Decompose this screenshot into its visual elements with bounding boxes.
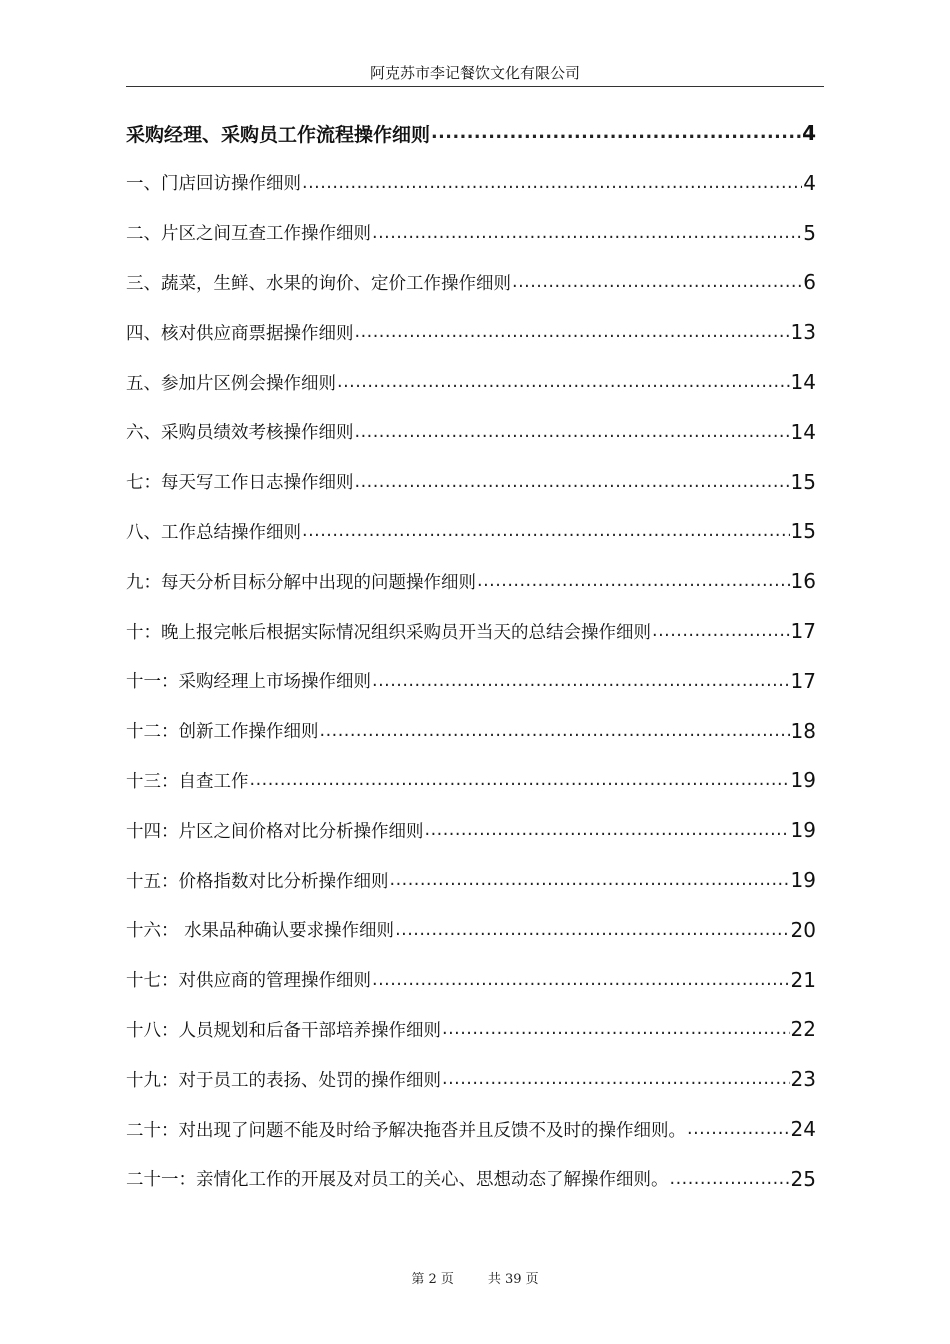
- toc-entry-page-number: 23: [790, 1067, 816, 1092]
- toc-entry-title: 七：每天写工作日志操作细则: [126, 473, 354, 494]
- toc-entry[interactable]: [126, 865, 816, 895]
- toc-entry-page-number: 6: [803, 270, 816, 295]
- toc-dot-leader: [395, 920, 789, 940]
- header-divider: [126, 86, 824, 87]
- toc-entry[interactable]: [126, 417, 816, 447]
- toc-dot-leader: [670, 1169, 790, 1189]
- toc-entry-title: 三、蔬菜，生鲜、水果的询价、定价工作操作细则: [126, 273, 511, 294]
- toc-dot-leader: [302, 521, 790, 541]
- toc-entry-title: 十四：片区之间价格对比分析操作细则: [126, 821, 424, 842]
- toc-entry-page-number: 4: [803, 170, 816, 195]
- toc-entry-title: 十一：采购经理上市场操作细则: [126, 672, 371, 693]
- page-number-total: 共 39 页: [487, 1272, 539, 1287]
- toc-entry-title: 十：晚上报完帐后根据实际情况组织采购员开当天的总结会操作细则: [126, 622, 651, 643]
- toc-entry[interactable]: [126, 1064, 816, 1094]
- toc-entry[interactable]: [126, 467, 816, 497]
- toc-dot-leader: [442, 1019, 790, 1039]
- toc-entry-title: 十三：自查工作: [126, 771, 249, 792]
- toc-entry-title: 十七：对供应商的管理操作细则: [126, 971, 371, 992]
- toc-entry[interactable]: [126, 317, 816, 347]
- toc-dot-leader: [687, 1119, 790, 1139]
- toc-dot-leader: [372, 223, 802, 243]
- toc-entry-title: 九：每天分析目标分解中出现的问题操作细则: [126, 572, 476, 593]
- toc-entry-page-number: 16: [790, 569, 816, 594]
- toc-dot-leader: [425, 820, 790, 840]
- toc-entry-page-number: 15: [790, 519, 816, 544]
- toc-entry-title: 十二：创新工作操作细则: [126, 722, 319, 743]
- toc-entry[interactable]: [126, 1164, 816, 1194]
- toc-entry-page-number: 17: [790, 619, 816, 643]
- toc-entry-page-number: 14: [790, 370, 816, 394]
- toc-entry-page-number: 22: [790, 1017, 816, 1042]
- toc-entry-page-number: 4: [802, 121, 816, 145]
- toc-entry-title: 二十一：亲情化工作的开展及对员工的关心、思想动态了解操作细则。: [126, 1170, 669, 1191]
- toc-dot-leader: [302, 173, 802, 193]
- toc-entry-title: 二、片区之间互查工作操作细则: [126, 224, 371, 245]
- toc-entry-page-number: 14: [790, 419, 816, 444]
- toc-entry-title: 八、工作总结操作细则: [126, 522, 301, 543]
- toc-entry-page-number: 19: [790, 768, 816, 793]
- toc-entry-page-number: 18: [790, 718, 816, 743]
- toc-dot-leader: [372, 671, 790, 691]
- toc-entry[interactable]: [126, 218, 816, 248]
- toc-entry-title: 二十：对出现了问题不能及时给予解决拖沓并且反馈不及时的操作细则。: [126, 1120, 686, 1141]
- toc-entry-page-number: 20: [790, 917, 816, 942]
- toc-dot-leader: [431, 123, 801, 143]
- toc-entry[interactable]: [126, 815, 816, 845]
- toc-entry-page-number: 19: [790, 818, 816, 843]
- toc-entry[interactable]: [126, 367, 816, 397]
- toc-entry-page-number: 5: [803, 220, 816, 245]
- toc-dot-leader: [372, 970, 790, 990]
- toc-entry-title: 十九：对于员工的表扬、处罚的操作细则: [126, 1070, 441, 1091]
- toc-entry-title: 五、参加片区例会操作细则: [126, 373, 336, 394]
- toc-entry-page-number: 19: [790, 868, 816, 892]
- page-footer: [0, 1268, 950, 1287]
- toc-entry-title: 四、核对供应商票据操作细则: [126, 323, 354, 344]
- toc-entry[interactable]: [126, 267, 816, 297]
- toc-entry[interactable]: [126, 1014, 816, 1044]
- toc-entry-title: 十六： 水果品种确认要求操作细则: [126, 921, 395, 942]
- toc-dot-leader: [355, 422, 790, 442]
- toc-entry[interactable]: [126, 118, 816, 148]
- toc-entry-title: 十八：人员规划和后备干部培养操作细则: [126, 1020, 441, 1041]
- toc-entry-page-number: 21: [790, 967, 816, 992]
- toc-entry-page-number: 25: [790, 1166, 816, 1191]
- toc-entry[interactable]: [126, 765, 816, 795]
- toc-entry[interactable]: [126, 666, 816, 696]
- toc-entry-page-number: 15: [790, 469, 816, 494]
- toc-dot-leader: [652, 621, 790, 641]
- toc-entry[interactable]: [126, 965, 816, 995]
- page-number-current: 第 2 页: [411, 1272, 454, 1287]
- toc-entry-title: 十五：价格指数对比分析操作细则: [126, 871, 389, 892]
- toc-dot-leader: [355, 322, 790, 342]
- toc-dot-leader: [390, 870, 790, 890]
- toc-dot-leader: [320, 721, 790, 741]
- toc-entry-title: 一、门店回访操作细则: [126, 174, 301, 195]
- toc-dot-leader: [337, 372, 790, 392]
- toc-entry[interactable]: [126, 716, 816, 746]
- toc-dot-leader: [250, 770, 790, 790]
- toc-dot-leader: [442, 1069, 790, 1089]
- toc-entry-title: 采购经理、采购员工作流程操作细则: [126, 123, 431, 146]
- toc-entry[interactable]: [126, 616, 816, 646]
- toc-dot-leader: [477, 571, 790, 591]
- toc-entry[interactable]: [126, 566, 816, 596]
- page-header-company: 阿克苏市李记餐饮文化有限公司: [369, 64, 580, 82]
- toc-entry[interactable]: [126, 1114, 816, 1144]
- toc-entry-title: 六、采购员绩效考核操作细则: [126, 423, 354, 444]
- toc-entry[interactable]: [126, 516, 816, 546]
- toc-entry-page-number: 13: [790, 320, 816, 345]
- toc-dot-leader: [512, 272, 802, 292]
- toc-entry-page-number: 24: [790, 1117, 816, 1141]
- toc-entry[interactable]: [126, 168, 816, 198]
- toc-dot-leader: [355, 472, 790, 492]
- toc-entry-page-number: 17: [790, 668, 816, 693]
- toc-entry[interactable]: [126, 915, 816, 945]
